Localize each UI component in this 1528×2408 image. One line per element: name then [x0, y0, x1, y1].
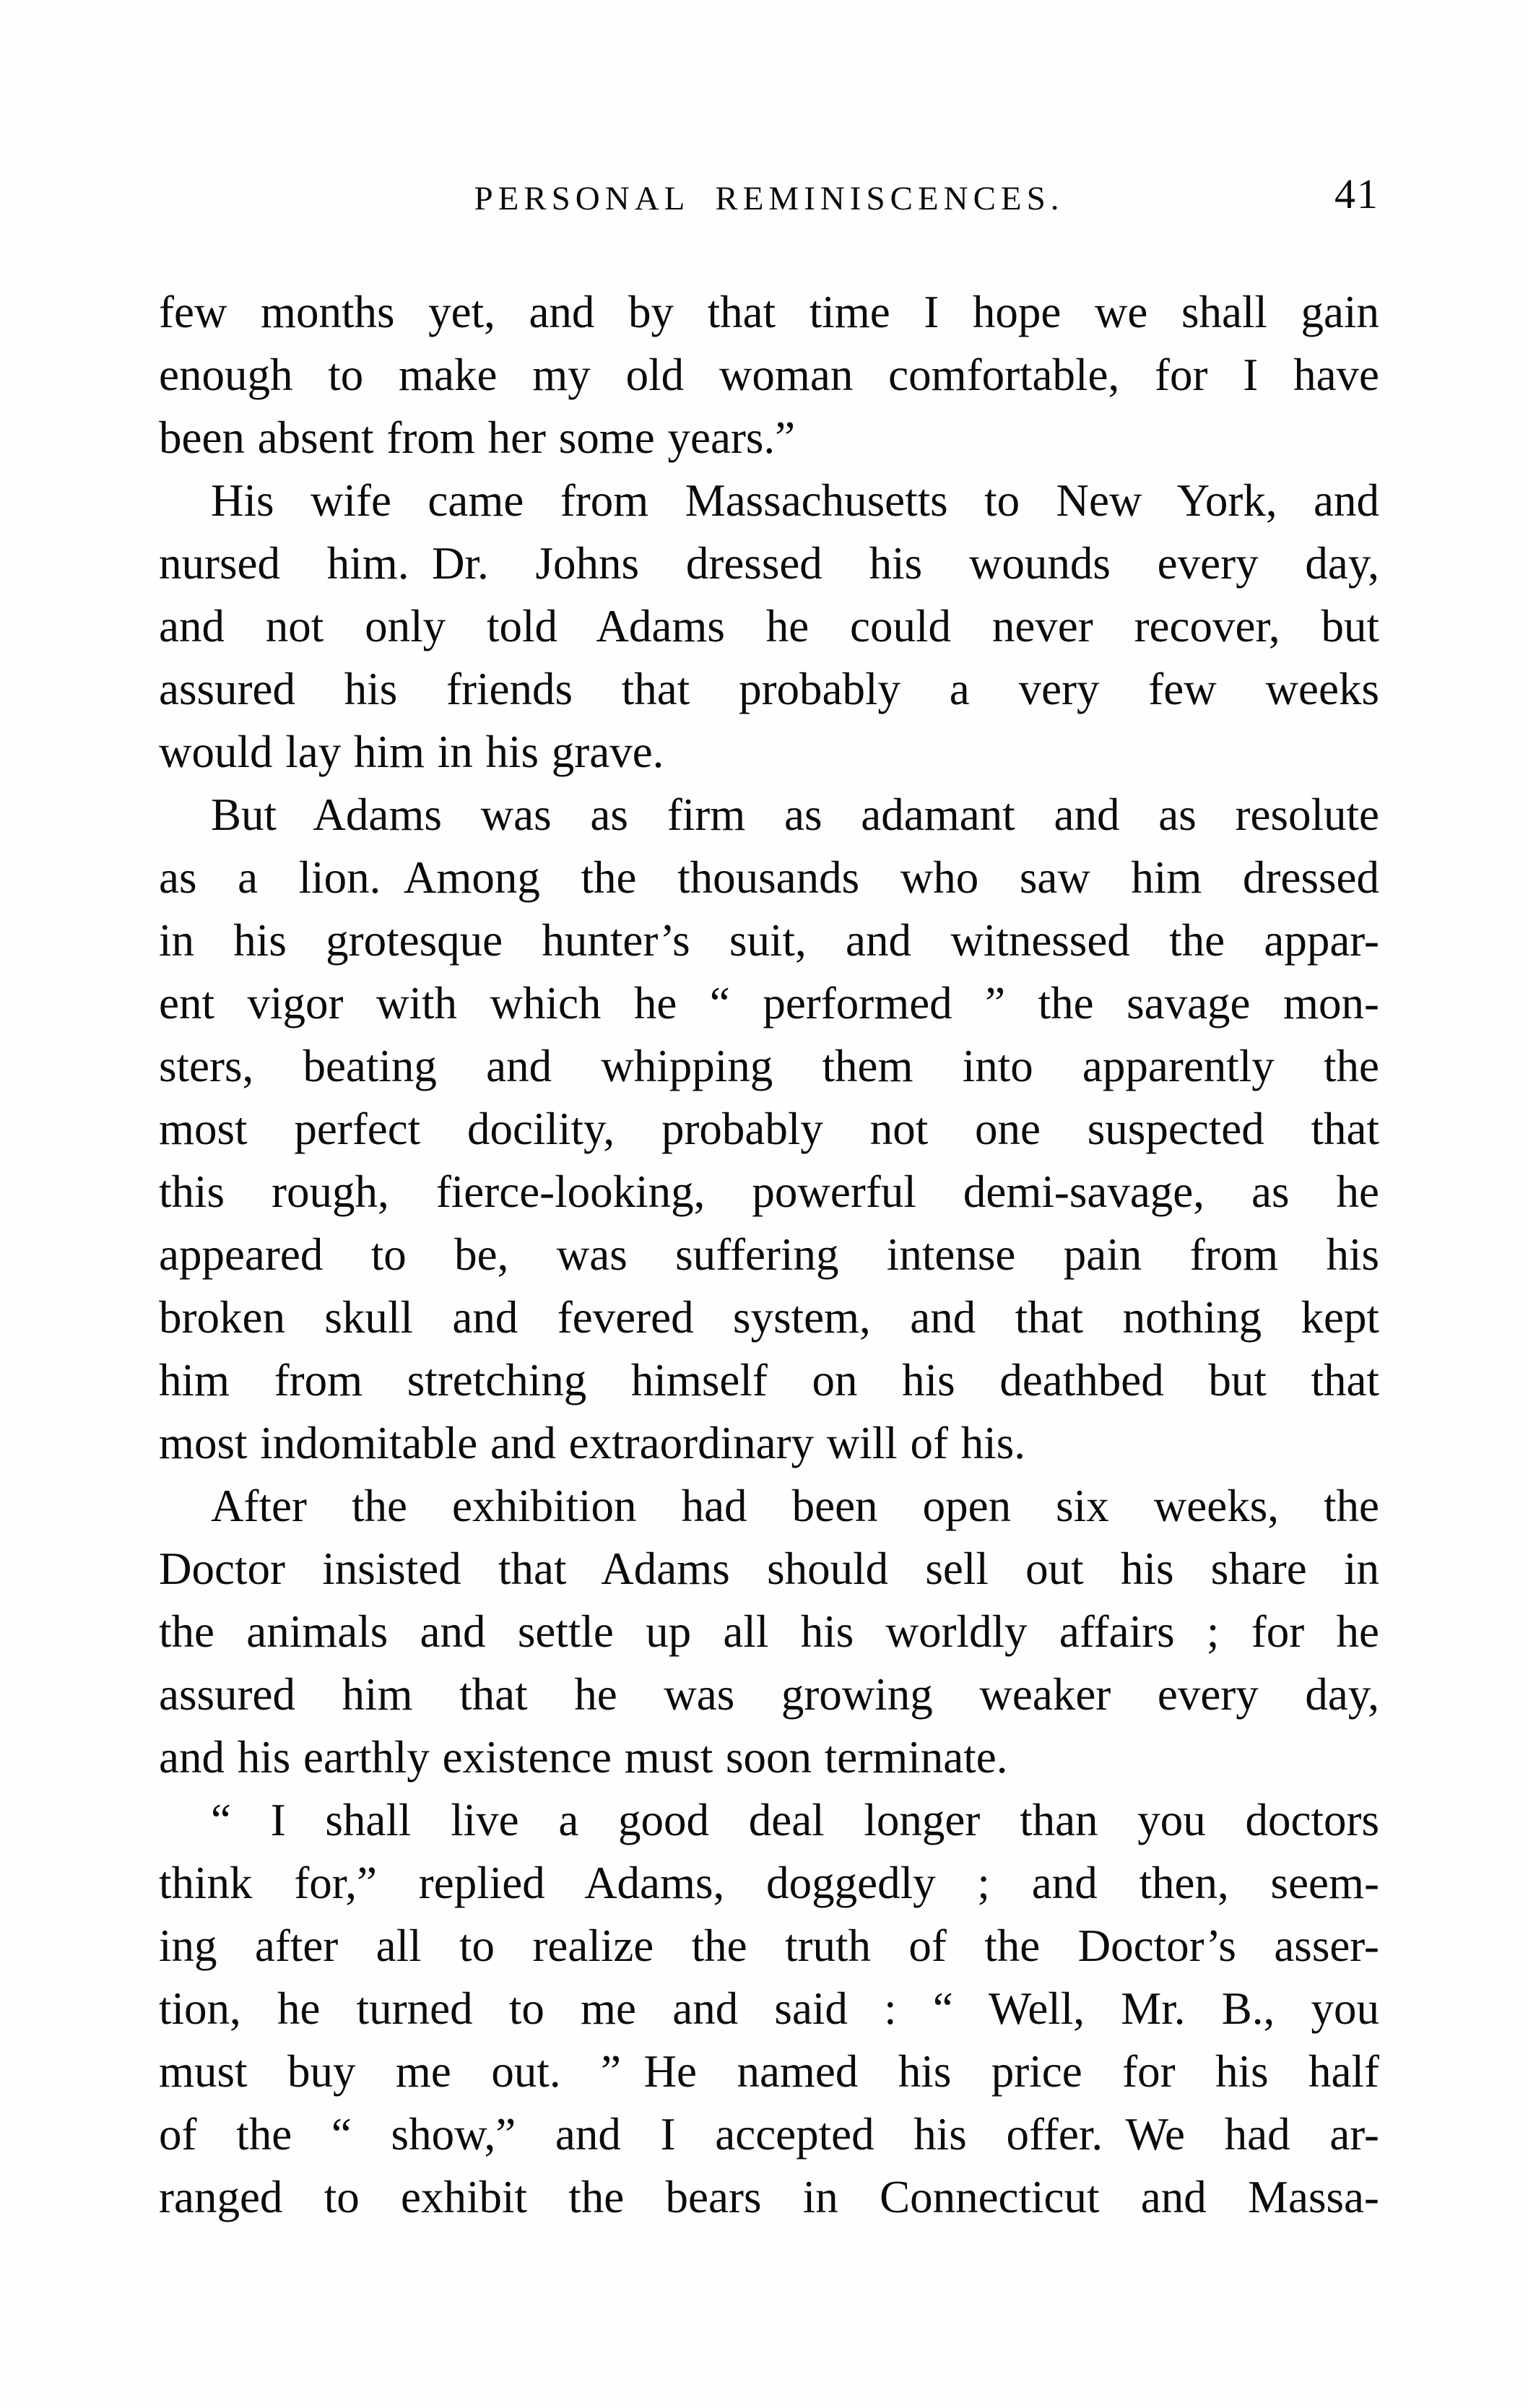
text-line: must buy me out. ” He named his price for his half	[159, 2046, 1379, 2097]
text-line: His wife came from Massachusetts to New York, and	[211, 475, 1379, 526]
text-line: But Adams was as firm as adamant and as resolute	[211, 789, 1379, 840]
page-body	[159, 281, 1379, 2229]
text-line: most perfect docility, probably not one suspected that	[159, 1104, 1379, 1154]
text-line: this rough, fierce-looking, powerful demi-savage, as he	[159, 1166, 1379, 1217]
text-line: ranged to exhibit the bears in Connecticut and Massa-	[159, 2172, 1379, 2222]
text-line: enough to make my old woman comfortable, for I have	[159, 350, 1379, 400]
text-line: Doctor insisted that Adams should sell out his share in	[159, 1543, 1379, 1594]
text-line: few months yet, and by that time I hope we shall gain	[159, 287, 1379, 337]
text-line: and not only told Adams he could never recover, but	[159, 601, 1379, 651]
text-line: “ I shall live a good deal longer than you doctors	[211, 1795, 1379, 1845]
text-line: been absent from her some years.”	[159, 412, 796, 463]
text-line: broken skull and fevered system, and that nothing kept	[159, 1292, 1379, 1343]
text-line: would lay him in his grave.	[159, 727, 664, 777]
text-line: ent vigor with which he “ performed ” the savage mon-	[159, 978, 1379, 1028]
page-number: 41	[1334, 170, 1379, 217]
text-line: appeared to be, was suffering intense pain from his	[159, 1229, 1379, 1280]
text-line: assured his friends that probably a very few weeks	[159, 664, 1379, 714]
text-line: him from stretching himself on his deathbed but that	[159, 1355, 1379, 1406]
text-line: most indomitable and extraordinary will of his.	[159, 1418, 1026, 1468]
page-header	[159, 170, 1379, 227]
text-line: the animals and settle up all his worldly affairs ; for he	[159, 1606, 1379, 1657]
running-title: PERSONAL REMINISCENCES.	[474, 180, 1064, 217]
text-line: think for,” replied Adams, doggedly ; and then, seem-	[159, 1858, 1379, 1908]
text-line: nursed him. Dr. Johns dressed his wounds every day,	[159, 538, 1379, 589]
text-line: ing after all to realize the truth of the Doctor’s asser-	[159, 1920, 1379, 1971]
text-line: tion, he turned to me and said : “ Well, Mr. B., you	[159, 1983, 1379, 2034]
text-line: of the “ show,” and I accepted his offer. We had ar-	[159, 2109, 1379, 2160]
text-line: assured him that he was growing weaker every day,	[159, 1669, 1379, 1720]
text-line: and his earthly existence must soon terminate.	[159, 1732, 1008, 1783]
text-line: in his grotesque hunter’s suit, and witnessed the appar-	[159, 915, 1379, 966]
text-line: After the exhibition had been open six weeks, the	[211, 1481, 1379, 1531]
text-line: sters, beating and whipping them into apparently the	[159, 1041, 1379, 1091]
text-line: as a lion. Among the thousands who saw him dressed	[159, 852, 1379, 903]
